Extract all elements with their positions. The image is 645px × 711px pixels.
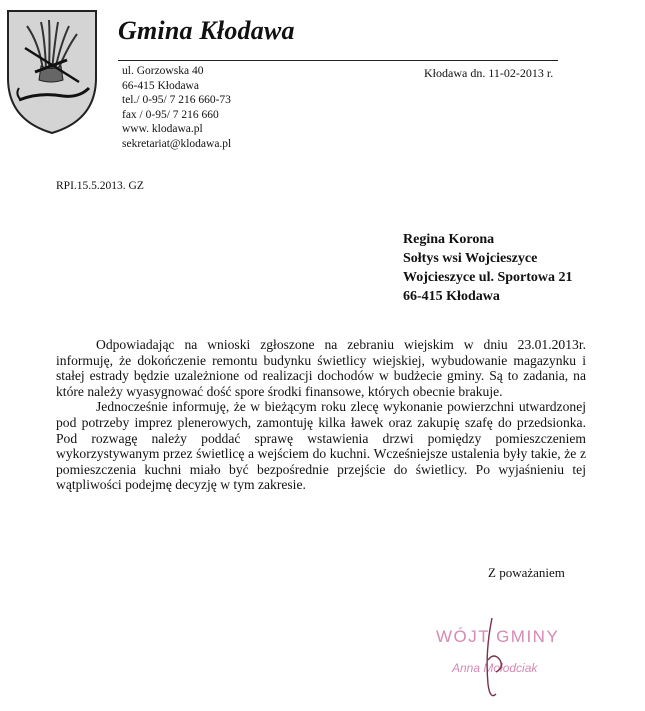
phone-line: tel./ 0-95/ 7 216 660-73 [122, 94, 231, 107]
header-divider [118, 60, 558, 61]
date-line: Kłodawa dn. 11-02-2013 r. [424, 66, 554, 80]
reference-number: RPI.15.5.2013. GZ [56, 180, 144, 192]
recipient-street: Wojcieszyce ul. Sportowa 21 [403, 270, 573, 285]
email-line: sekretariat@klodawa.pl [122, 137, 232, 150]
coat-of-arms-logo [5, 8, 99, 136]
body-paragraph: Odpowiadając na wnioski zgłoszone na zebraniu wiejskim w dniu 23.01.2013r. informuję, że dokończenie remontu budynku świetlicy wiejskiej, wybudowanie magazynku i stałej estrady będzie uzależnione od realizacji dochodów w budżecie gminy. Są to zadania, na które należy wyasygnować dość spore środki finansowe, których obecnie brakuje. [56, 337, 586, 399]
municipality-title: Gmina Kłodawa [118, 16, 295, 45]
recipient-title: Sołtys wsi Wojcieszyce [403, 251, 538, 266]
stamp-title: WÓJT GMINY [436, 627, 560, 646]
address-postal: 66-415 Kłodawa [122, 79, 199, 92]
closing-phrase: Z poważaniem [488, 565, 565, 580]
recipient-postal: 66-415 Kłodawa [403, 289, 500, 304]
letter-body [56, 337, 586, 493]
official-stamp [430, 612, 580, 702]
body-paragraph: Jednocześnie informuję, że w bieżącym roku zlecę wykonanie powierzchni utwardzonej pod potrzeby imprez plenerowych, zamontuję kilka ławek oraz zakupię szafę do przedsionka. Pod rozwagę należy poddać sprawę wstawienia drzwi pomiędzy pomieszczeniem wykorzystywanym przez świetlicę a wejściem do kuchni. Wcześniejsze ustalenia były takie, że z pomieszczenia kuchni miało być bezpośrednie przejście do świetlicy. Po wyjaśnieniu tej wątpliwości podejmę decyzję w tym zakresie. [56, 399, 586, 493]
recipient-name: Regina Korona [403, 232, 495, 247]
website-line: www. klodawa.pl [122, 123, 203, 136]
recipient-block [403, 230, 573, 306]
stamp-name: Anna Mołodciak [452, 661, 538, 675]
fax-line: fax / 0-95/ 7 216 660 [122, 108, 219, 121]
contact-block [122, 64, 231, 152]
address-street: ul. Gorzowska 40 [122, 65, 204, 77]
